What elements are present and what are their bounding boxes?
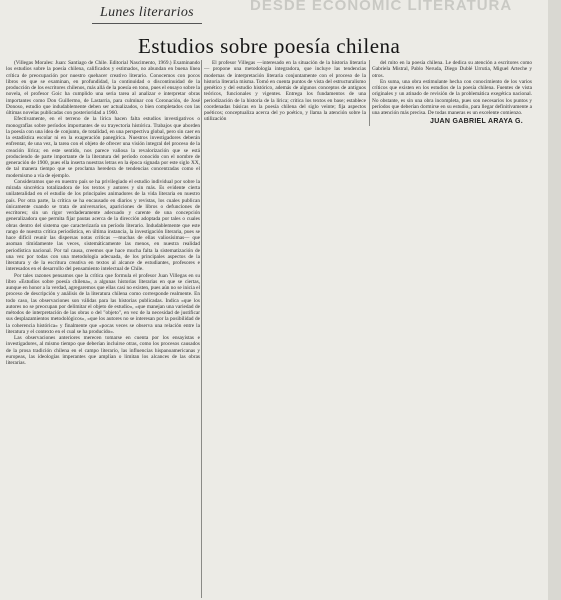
column-divider [369,60,370,126]
paragraph: Consideramos que en nuestro país se ha privilegiado el estudio individual por sobre la mirada sincrética totalizadora de los textos y autores y sin más. Es evidente cierta unilateralidad en el estudio de los principales animadores de la vida literaria en nuestro país. Por otra parte, la crítica se ha encausado en diarios y revistas, los cuales publican únicamente cuando se trata de aniversarios, apariciones de libros o defunciones de escritores; sin un rigor verdaderamente adecuado y carente de una concepción generalizadora que permita fijar pautas acerca de la dirección adoptada por tales o cuales obras dentro del sistema que caracterizaría un período literario. Indudablemente que este rango de nuestra crítica periodística, en última instancia, la investigación literaria, pues se hace difícil reunir las dispersas notas críticas —muchas de ellas valiosísimas— que asoman tímidamente las veces, sistemáticamente las menos, en nuestra realidad periodística nacional. Por tal causa, creemos que hace mucha falta la sistematización de una vez por todas con una metodología adecuada, de los principales aspectos de la literatura y de la escritura creativa en textos al alcance de estudiantes, profesores e interesados en el desarrollo del pensamiento intelectual de Chile. [6,178,200,273]
paragraph: Las observaciones anteriores merecen tomarse en cuenta por los ensayistas e investigadores, al mismo tiempo que deberían incluirse otras, como los procesos causados de la prosa tradición chilena en el campo literario, las influencias hispanoamericanas y europeas, las ideologías imperantes que amplían o limitan los alcances de las obras literarias. [6,335,200,366]
paragraph: El profesor Villegas —interesado en la situación de la historia literaria— propone una metodología integradora, que incluye las tendencias modernas de interpretación literaria conjuntamente con el proceso de la historia literaria misma. Tomó en cuenta puntos de vista del estructuralismo genético y del estudio histórico, además de algunos conceptos de antiguos teóricos, funcionales y vigentes. Entrega los fundamentos de una periodización de la historia de la lírica; critica los textos en base; establece coordenadas básicas en la poesía chilena del siglo veinte; fija aspectos poéticos; conceptualiza acerca del yo poético, y llama la atención sobre la utilización [204,60,366,123]
paragraph: Por tales razones pensamos que la crítica que formula el profesor Juan Villegas en su libro «Estudios sobre poesía chilena», a algunas historias literarias en que se ciertas, aunque en honor a la verdad, agregaremos que ellas casi no existen, pues aún no se inicia el proceso de descripción y análisis de la literatura chilena como corresponde realmente. En todo caso, las observaciones son válidas para las historias publicadas. Indica «que los autores no se preocupan por delimitar el objeto de estudio», «que manejan una variedad de métodos de interpretación de las obras o del "objeto", en vez de la necesidad de justificar sus desplazamientos metodológicos», «que los autores no se interesan por la posibilidad de la coherencia histórica» y finalmente que «pocas veces se observa una relación entre la literatura y el contexto en el cual se ha producido». [6,272,200,335]
paragraph: En suma, una obra estimulante hecha con conocimiento de los varios críticos que existen en los estudios de la poesía chilena. Fuentes de vista originales y un atinado de revisión de la problemática exegética nacional. No obstante, es sin una obra incompleta, pues son necesarios los puntos y períodos que deberían dormirse en su estudio, para llegar definitivamente a una atención más precisa. De todas maneras es un excelente comienzo. [372,78,532,116]
masthead-bleedthrough: DESDE ECONOMIC LITERATURA [250,0,513,14]
article-title: Estudios sobre poesía chilena [138,34,401,58]
page-edge [548,0,561,600]
section-rubric: Lunes literarios [100,5,194,20]
author-signature: JUAN GABRIEL ARAYA G. [430,118,524,125]
paragraph: Efectivamente, en el terreno de la lírica hacen falta estudios investigativos o monografías sobre períodos importantes de su trayectoria histórica. Trabajos que aborden la poesía con una idea de conjunto, de totalidad, en una perspectiva global, pero sin caer en la estadística escolar ni en la exageración panegírica. Nuestros investigadores deberán enfrentar, de una vez, la tarea con el objeto de ofrecer una visión integral del proceso de la creación lírica; en este sentido, nos parece valiosa la revalorización que se está produciendo de parte importante de la literatura del período conocido con el nombre de generación de 1900, pues ella inserta nuestras letras en la época signada por este siglo XX, de tal manera tiempo que se proclama heredera de tendencias concentradas como el modernismo a vía de ejemplo. [6,116,200,179]
column-divider [201,60,202,598]
paragraph: (Villegas Morales: Juan: Santiago de Chile. Editorial Nascimento, 1969.) Examinando los estudios sobre la poesía chilena, calificados y estimados, no abundan en buena línea crítica de preocupación por nuestro quehacer creativo literario. Conocemos con pocos libros en que se examinan, en profundidad, la continuidad o discontinuidad de la producción de los escritores chilenos, más allá de la poesía en tono, pues el ensayo sobre la novela, el profesor Goic ha cumplido una seria tarea al analizar e interpretar obras importantes como Don Guillermo, de Lastarria, para culminar con Coronación, de José Donoso, estudio que indudablemente deben ser actualizados, o bien completados con las últimas novelas publicadas con posterioridad a 1960. [6,60,200,116]
paragraph: del mito en la poesía chilena. Le dedica su atención a escritores como Gabriela Mistral, Pablo Neruda, Diego Dublé Urrutia, Miguel Arteche y otros. [372,60,532,79]
article-column-1 [6,60,200,598]
article-column-2 [204,60,366,128]
article-column-3 [372,60,532,116]
